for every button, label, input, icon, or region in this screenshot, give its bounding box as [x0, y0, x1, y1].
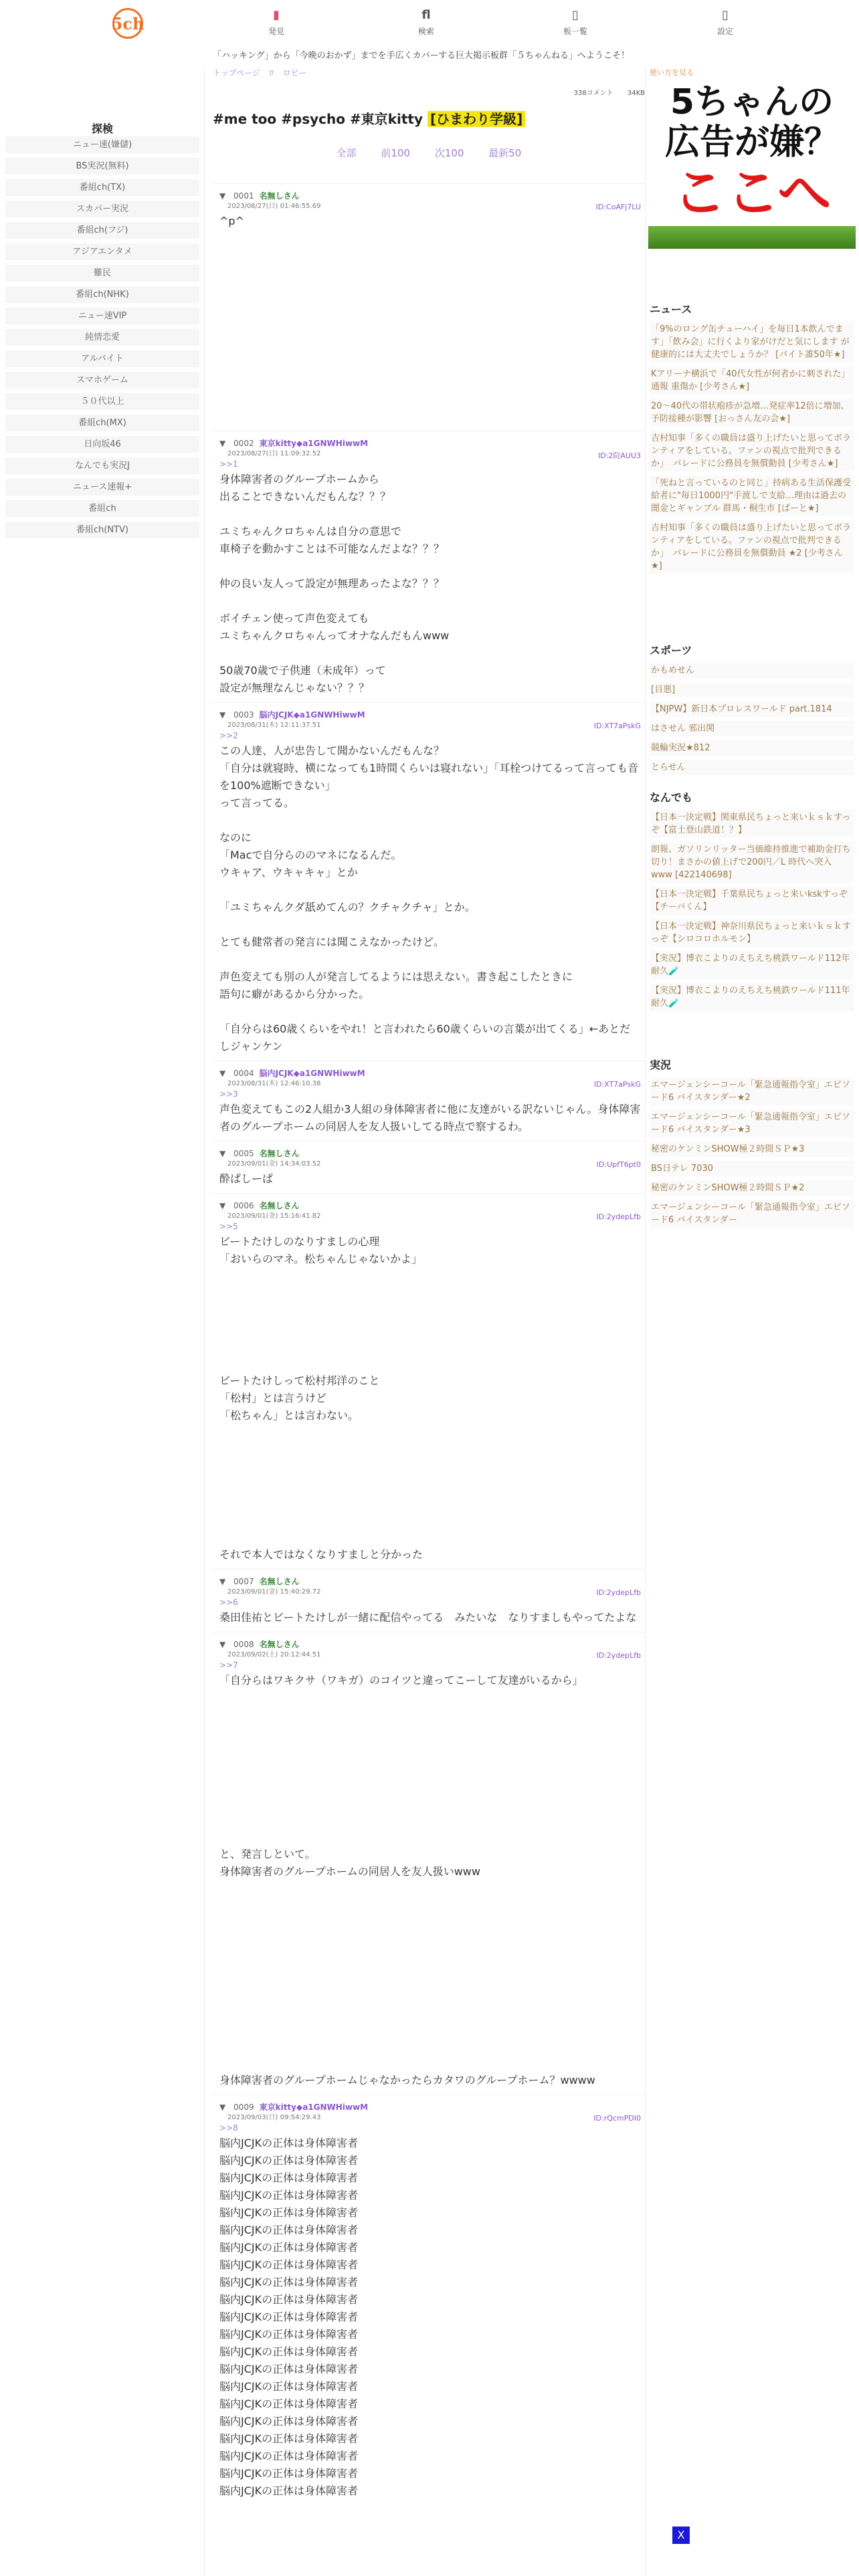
section-link[interactable]: 「9%のロング缶チューハイ」を毎日1本飲んでます」「飲み会」に行くより家がけだと気にします が健康的には大丈夫でしょうか？ [バイト誰50年★] [650, 322, 854, 362]
post [213, 1061, 645, 1141]
breadcrumb-sep: ﾛ [269, 68, 274, 78]
post [213, 2095, 645, 2505]
post-number[interactable]: 0009 [233, 2103, 254, 2112]
post-date: 2023/09/02(土) 20:12:44.51 [227, 1651, 321, 1658]
gear-icon: ▯ [722, 8, 729, 22]
category-item[interactable]: 番組ch(NHK) [5, 286, 199, 303]
site-logo[interactable]: 5ch [112, 8, 143, 39]
post-number[interactable]: 0005 [233, 1149, 254, 1158]
sidebar-section [650, 301, 854, 578]
post-author: 名無しさん [259, 191, 300, 201]
post-header [219, 1639, 641, 1650]
pager-all[interactable]: 全部 [336, 147, 357, 159]
post-id[interactable]: ID:XT7aPskG [593, 1080, 641, 1089]
section-title: なんでも [650, 791, 693, 804]
post [213, 1193, 645, 1569]
nav-boards[interactable] [542, 8, 609, 37]
post-body: ビートたけしのなりすましの心理 「おいらのマネ。松ちゃんじゃないかよ」 ビートたけしって松村邦洋のこと 「松村」とは言うけど 「松ちゃん」とは言わない。 それで本人ではなくなりすましと分かった [219, 1235, 423, 1561]
category-item[interactable]: 純情恋愛 [5, 329, 199, 346]
category-item[interactable]: ニュー速VIP [5, 308, 199, 324]
post-toggle-icon[interactable]: ▼ [219, 1201, 229, 1210]
post-header [219, 191, 641, 201]
post-id[interactable]: ID:UpfT6pt0 [596, 1160, 641, 1169]
post-number[interactable]: 0001 [233, 191, 254, 201]
post-anchor[interactable]: >>5 [219, 1222, 238, 1231]
post-header [219, 438, 641, 449]
section-link[interactable]: かもめせん [650, 663, 854, 678]
flash-icon: fl [421, 8, 431, 22]
category-item[interactable]: 番組ch(フジ) [5, 222, 199, 239]
post-number[interactable]: 0002 [233, 439, 254, 448]
nav-discover[interactable] [243, 8, 310, 37]
nav-discover-label: 発見 [268, 27, 284, 36]
category-item[interactable]: ニュース速報+ [5, 479, 199, 496]
post-id[interactable]: ID:2ydepLfb [596, 1212, 641, 1221]
right-sidebar [645, 67, 859, 2576]
ad-line-1: 5ちゃんの [670, 82, 834, 122]
breadcrumb [213, 67, 645, 82]
post-id[interactable]: ID:2ydepLfb [596, 1651, 641, 1660]
category-item[interactable]: 番組ch(NTV) [5, 522, 199, 538]
post-body: ^p^ [219, 215, 244, 227]
post-header [219, 710, 641, 720]
post-author: 名無しさん [259, 1201, 300, 1210]
category-list [5, 136, 199, 543]
post-author: 名無しさん [259, 1149, 300, 1158]
post-spacer [219, 230, 641, 431]
post-body: 身体障害者のグループホームから 出ることできないんだもんな？？？ ユミちゃんクロちゃんは自分の意思で 車椅子を動かすことは不可能なんだよな？？？ 仲の良い友人って設定が無理あったよな？？？ ボイチェン使って声色変えても ユミちゃんクロちゃんってオナなんだもんwww 50歳70歳で子供連（未成年）って 設定が無理なんじゃない？？？ [219, 473, 450, 694]
thread-title-highlight: [ひまわり学級] [427, 111, 525, 127]
sidebar-section [650, 1057, 854, 1232]
category-item[interactable]: BS実況(無料) [5, 158, 199, 175]
section-link[interactable]: 「死ねと言っているのと同じ」持病ある生活保護受給者に"毎日1000円"手渡しで支給…理由は過去の闇金とギャンブル 群馬・桐生市 [ぱーと★] [650, 475, 854, 516]
explore-title: 探検 [91, 122, 113, 135]
header [0, 0, 859, 43]
section-link[interactable]: 【実況】博衣こよりのえちえち桃鉄ワールド111年耐久🧪 [650, 983, 854, 1011]
post-date: 2023/09/03(日) 09:54:29.43 [227, 2114, 321, 2121]
post-date: 2023/08/27(日) 11:09:32.52 [227, 450, 321, 457]
category-item[interactable]: アルバイト [5, 350, 199, 367]
post-toggle-icon[interactable]: ▼ [219, 2103, 229, 2112]
pager-next[interactable]: 次100 [434, 147, 464, 159]
category-item[interactable]: ５０代以上 [5, 393, 199, 410]
post-header [219, 2102, 641, 2113]
section-link[interactable]: 【実況】博衣こよりのえちえち桃鉄ワールド112年耐久🧪 [650, 951, 854, 979]
category-item[interactable]: なんでも実況J [5, 457, 199, 474]
category-item[interactable]: スマホゲーム [5, 372, 199, 389]
post-date: 2023/08/31(木) 12:46:10.38 [227, 1080, 321, 1087]
post-body: 声色変えてもこの2人組か3人組の身体障害者に他に友達がいる訳ないじゃん。身体障害者のグループホームの同居人を友人扱いしてる時点で察するわ。 [219, 1103, 641, 1133]
post-date: 2023/09/01(金) 14:34:03.52 [227, 1160, 321, 1168]
category-item[interactable]: 番組ch(TX) [5, 179, 199, 196]
thread-meta [562, 87, 645, 97]
section-link[interactable]: 朗報、ガソリンリッター当価維持推進で補助金打ち切り！まさかの値上げで200円／L 時代へ突入www [422140698] [650, 842, 854, 883]
post-author: 東京kitty◆a1GNWHiwwM [259, 439, 369, 448]
post-author: 東京kitty◆a1GNWHiwwM [259, 2103, 369, 2112]
post-toggle-icon[interactable]: ▼ [219, 439, 229, 448]
post-anchor[interactable]: >>3 [219, 1089, 238, 1099]
pager [213, 146, 645, 160]
category-item[interactable]: 難民 [5, 265, 199, 282]
section-link[interactable]: 競輪実況★812 [650, 740, 854, 756]
section-link[interactable]: 【日本一決定戦】関東県民ちょっと来いｋｓｋすっぞ【富士登山鉄道！？】 [650, 810, 854, 838]
section-link[interactable]: 【日本一決定戦】神奈川県民ちょっと来いｋｓｋすっぞ【シロコロホルモン】 [650, 919, 854, 947]
post-body: 脳内JCJKの正体は身体障害者 脳内JCJKの正体は身体障害者 脳内JCJKの正体は身体障害者 脳内JCJKの正体は身体障害者 脳内JCJKの正体は身体障害者 脳内JCJKの正体は身体障害者 脳内JCJKの正体は身体障害者 脳内JCJKの正体は身体障害者 脳内JCJKの正体は身体障害者 脳内JCJKの正体は身体障害者 脳内JCJKの正体は身体障害者 脳内JCJKの正体は身体障害者 脳内JCJKの正体は身体障害者 脳内JCJKの正体は身体障害者 脳内JCJKの正体は身体障害者 脳内JCJKの正体は身体障害者 脳内JCJKの正体は身体障害者 脳内JCJKの正体は身体障害者 脳内JCJKの正体は身体障害者 脳内JCJKの正体は身体障害者 脳内JCJKの正体は身体障害者 [219, 2137, 359, 2497]
category-item[interactable]: スカパー実況 [5, 201, 199, 217]
thread-size: 34KB [627, 90, 645, 97]
post-toggle-icon[interactable]: ▼ [219, 1069, 229, 1078]
post-toggle-icon[interactable]: ▼ [219, 191, 229, 201]
section-title: ニュース [650, 303, 692, 316]
category-item[interactable]: 日向坂46 [5, 436, 199, 453]
nav-settings-label: 設定 [717, 27, 733, 36]
section-link[interactable]: 秘密のケンミンSHOW極２時間ＳＰ★3 [650, 1142, 854, 1157]
post-id[interactable]: ID:2ydepLfb [596, 1588, 641, 1597]
section-link[interactable]: エマージェンシーコール「緊急通報指令室」エピソード6 バイスタンダー★2 [650, 1077, 854, 1105]
ad-line-3: ここへ [672, 162, 832, 224]
post-number[interactable]: 0006 [233, 1201, 254, 1210]
nav-boards-label: 板一覧 [563, 27, 587, 36]
post-author: 脳内JCJK◆a1GNWHiwwM [259, 1069, 365, 1078]
pager-latest[interactable]: 最新50 [488, 147, 522, 159]
nav-settings[interactable] [692, 8, 759, 37]
section-link[interactable]: Kアリーナ横浜で「40代女性が何者かに刺された」通報 重傷か [少考さん★] [650, 366, 854, 395]
post-toggle-icon[interactable]: ▼ [219, 1149, 229, 1158]
left-sidebar [0, 67, 205, 2576]
post-anchor[interactable]: >>2 [219, 731, 238, 740]
post-toggle-icon[interactable]: ▼ [219, 1577, 229, 1586]
section-title: スポーツ [650, 644, 692, 657]
section-link[interactable]: 吉村知事「多くの職員は盛り上げたいと思ってボランティアをしている。ファンの視点で批判できるか」 パレードに公務員を無償動員 ★2 [少考さん★] [650, 520, 854, 574]
section-link[interactable]: エマージェンシーコール「緊急通報指令室」エピソード6 バイスタンダー★3 [650, 1109, 854, 1138]
section-link[interactable]: エマージェンシーコール「緊急通報指令室」エピソード6 バイスタンダー [650, 1200, 854, 1228]
post-header [219, 1576, 641, 1587]
thread-main [213, 67, 645, 2497]
section-link[interactable]: とらせん [650, 760, 854, 775]
close-ad-button[interactable]: X [672, 2527, 690, 2544]
post-header [219, 1068, 641, 1079]
post-number[interactable]: 0008 [233, 1640, 254, 1649]
ad-banner[interactable] [648, 80, 856, 249]
post-number[interactable]: 0007 [233, 1577, 254, 1586]
post-id[interactable]: ID:rQcmPDI0 [593, 2114, 641, 2123]
post-author: 名無しさん [259, 1577, 300, 1586]
section-link[interactable]: [目悪] [650, 682, 854, 697]
thread-title [213, 108, 525, 128]
post-anchor[interactable]: >>6 [219, 1598, 238, 1607]
category-item[interactable]: 番組ch(MX) [5, 415, 199, 431]
section-link[interactable]: 吉村知事「多くの職員は盛り上げたいと思ってボランティアをしている。ファンの視点で批判できるか」 パレードに公務員を無償動員 [少考さん★] [650, 431, 854, 471]
section-link[interactable]: 秘密のケンミンSHOW極２時間ＳＰ★2 [650, 1180, 854, 1196]
ad-label[interactable]: 使い方を見る [650, 68, 694, 77]
list-icon: ▯ [572, 8, 579, 22]
section-link[interactable]: BS日テレ 7030 [650, 1161, 854, 1176]
post-number[interactable]: 0003 [233, 710, 254, 720]
post-list [213, 183, 645, 2505]
post-anchor[interactable]: >>7 [219, 1660, 238, 1670]
section-link[interactable]: 20～40代の帯状疱疹が急増…発症率12倍に増加、予防接種が影響 [おっさん友の会★] [650, 399, 854, 427]
post-toggle-icon[interactable]: ▼ [219, 1640, 229, 1649]
breadcrumb-top[interactable]: トップページ [213, 68, 260, 78]
post [213, 1141, 645, 1193]
pager-prev[interactable]: 前100 [381, 147, 411, 159]
post [213, 702, 645, 1061]
nav-search[interactable] [393, 8, 460, 37]
post-header [219, 1200, 641, 1211]
welcome-marquee: 「ハッキング」から「今晩のおかず」までを手広くカバーする巨大掲示板群「５ちゃんねる」へようこそ！ [213, 51, 630, 61]
post-date: 2023/09/01(金) 15:16:41.82 [227, 1212, 321, 1220]
ad-line-2: 広告が嫌？ [664, 122, 839, 163]
post-id[interactable]: ID:2院AUU3 [597, 451, 641, 460]
post-anchor[interactable]: >>1 [219, 459, 238, 469]
category-item[interactable]: ニュー速(嫌儲) [5, 136, 199, 153]
post-date: 2023/08/27(日) 01:46:55.69 [227, 203, 321, 210]
post-anchor[interactable]: >>8 [219, 2123, 238, 2133]
post-date: 2023/09/01(金) 15:40:29.72 [227, 1588, 321, 1596]
post [213, 431, 645, 702]
post-body: 酔ぱしーぱ [219, 1172, 274, 1185]
post-toggle-icon[interactable]: ▼ [219, 710, 229, 720]
nav-search-label: 検索 [417, 27, 434, 36]
section-title: 実況 [650, 1059, 672, 1071]
sidebar-section [650, 642, 854, 779]
category-item[interactable]: 番組ch [5, 500, 199, 517]
post-header [219, 1148, 641, 1159]
section-link[interactable]: 【NJPW】新日本プロレスワールド part.1814 [650, 702, 854, 717]
post-body: 「自分らはワキクサ（ワキガ）のコイツと違ってこーして友達がいるから」 と、発言しといて。 身体障害者のグループホームの同居人を友人扱いwww 身体障害者のグループホームじゃなかったらカタワのグループホーム？wwww [219, 1674, 595, 2086]
thread-title-text: #me too #psycho #東京kitty [213, 111, 427, 127]
post [213, 1569, 645, 1632]
post-author: 脳内JCJK◆a1GNWHiwwM [259, 710, 365, 720]
post-date: 2023/08/31(木) 12:11:37.51 [227, 722, 321, 729]
post [213, 1632, 645, 2095]
section-link[interactable]: 【日本一決定戦】千葉県民ちょっと来いkskすっぞ【チーバくん】 [650, 887, 854, 915]
ad-grass-image [648, 226, 856, 249]
breadcrumb-board[interactable]: ロビー [282, 68, 307, 78]
sidebar-section [650, 789, 854, 1015]
post-id[interactable]: ID:XT7aPskG [593, 722, 641, 730]
fire-icon: ▮ [273, 8, 280, 22]
comment-count: 338コメント [573, 90, 613, 97]
post [213, 183, 645, 431]
category-item[interactable]: アジアエンタメ [5, 243, 199, 260]
post-body: この人達、人が忠告して聞かないんだもんな？ 「自分は就寝時、横になっても1時間くらいは寝れない」「耳栓つけてるって言っても音を100%遮断できない」 って言ってる。 なのに 「Macで自分らののマネになるんだ。 ウキャア、ウキャキャ」とか 「ユミちゃんクダ舐めてんの？クチャクチャ」とか。 とても健常者の発言には聞こえなかったけど。 声色変えても別の人が発言してるようには思えない。書き起こしたときに 語句に癖があるから分かった。 「自分らは60歳くらいをやれ！と言われたら60歳くらいの言葉が出てくる」←あとだしジャンケン [219, 744, 639, 1053]
post-number[interactable]: 0004 [233, 1069, 254, 1078]
post-author: 名無しさん [259, 1640, 300, 1649]
section-link[interactable]: はさせん 邪出関 [650, 721, 854, 736]
post-body: 桑田佳祐とビートたけしが一緒に配信やってる みたいな なりすましもやってたよな [219, 1611, 637, 1624]
post-id[interactable]: ID:CoAFj7LU [595, 203, 641, 211]
